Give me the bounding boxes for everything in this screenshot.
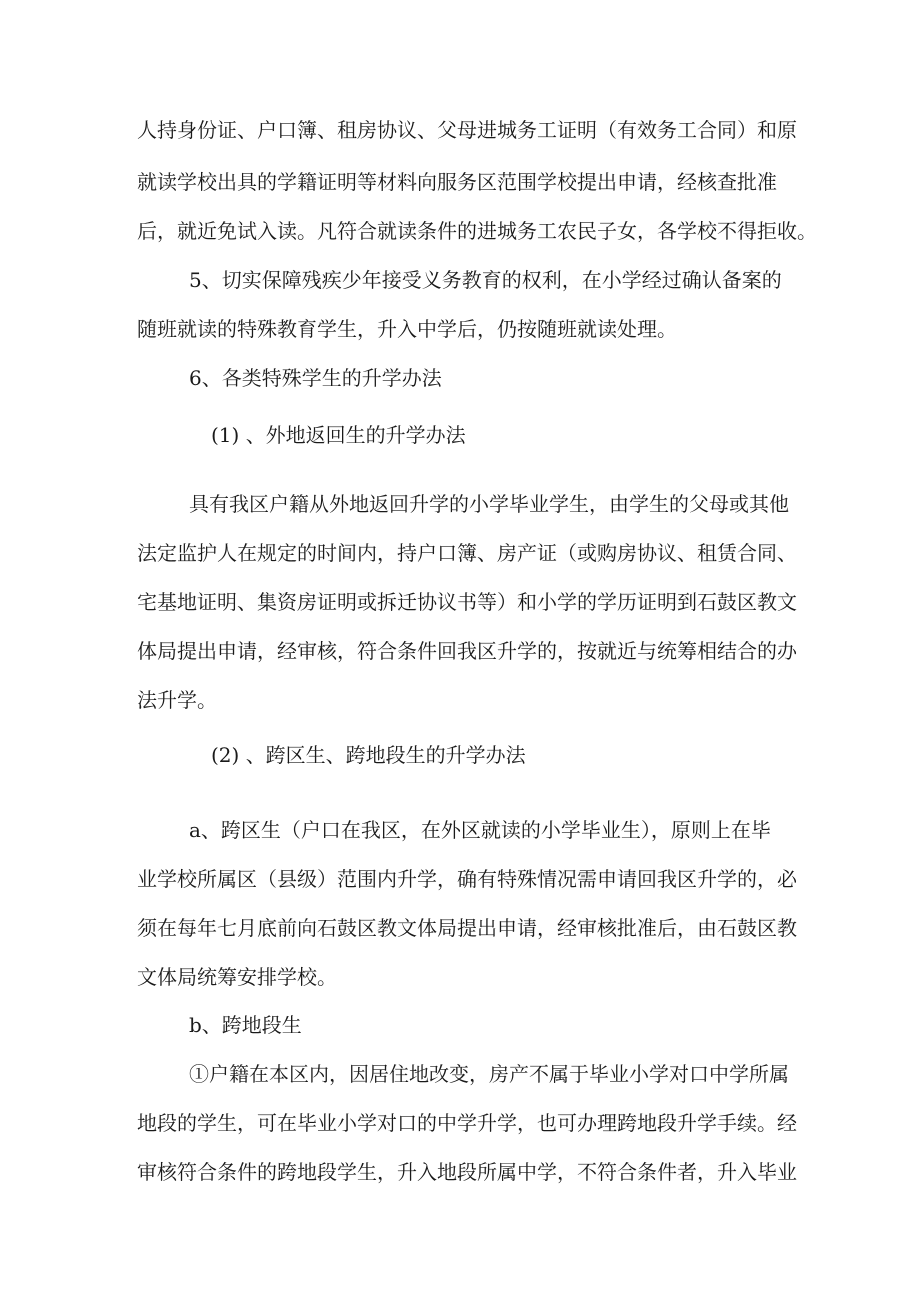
text-line: 随班就读的特殊教育学生，升入中学后，仍按随班就读处理。 <box>137 317 677 341</box>
text-line: 宅基地证明、集资房证明或拆迁协议书等）和小学的学历证明到石鼓区教文 <box>137 590 797 614</box>
text-line: 须在每年七月底前向石鼓区教文体局提出申请，经审核批准后，由石鼓区教 <box>137 916 797 940</box>
paragraph-start: 具有我区户籍从外地返回升学的小学毕业学生，由学生的父母或其他 <box>189 492 789 516</box>
text-line: 审核符合条件的跨地段学生，升入地段所属中学，不符合条件者，升入毕业 <box>137 1160 797 1184</box>
section-heading-6: 6、各类特殊学生的升学办法 <box>189 366 442 390</box>
text-line: 业学校所属区（县级）范围内升学，确有特殊情况需申请回我区升学的，必 <box>137 867 797 891</box>
paragraph-item-circled-1: ①户籍在本区内，因居住地改变，房产不属于毕业小学对口中学所属 <box>189 1062 789 1086</box>
text-line: 后，就近免试入读。凡符合就读条件的进城务工农民子女，各学校不得拒收。 <box>137 219 817 243</box>
text-line: 文体局统筹安排学校。 <box>137 965 337 989</box>
text-line: 就读学校出具的学籍证明等材料向服务区范围学校提出申请，经核查批准 <box>137 170 777 194</box>
paragraph-item-b: b、跨地段生 <box>189 1013 302 1037</box>
text-line: 体局提出申请，经审核，符合条件回我区升学的，按就近与统筹相结合的办 <box>137 639 797 663</box>
text-line: 法升学。 <box>137 688 217 712</box>
text-line: 法定监护人在规定的时间内，持户口簿、房产证（或购房协议、租赁合同、 <box>137 541 797 565</box>
text-line: 人持身份证、户口簿、租房协议、父母进城务工证明（有效务工合同）和原 <box>137 118 797 142</box>
paragraph-item-a: a、跨区生（户口在我区，在外区就读的小学毕业生），原则上在毕 <box>189 818 771 842</box>
paragraph-item-5: 5、切实保障残疾少年接受义务教育的权利，在小学经过确认备案的 <box>189 268 782 292</box>
subheading-1: (1) 、外地返回生的升学办法 <box>211 423 466 447</box>
subheading-2: (2) 、跨区生、跨地段生的升学办法 <box>211 743 526 767</box>
text-line: 地段的学生，可在毕业小学对口的中学升学，也可办理跨地段升学手续。经 <box>137 1111 797 1135</box>
